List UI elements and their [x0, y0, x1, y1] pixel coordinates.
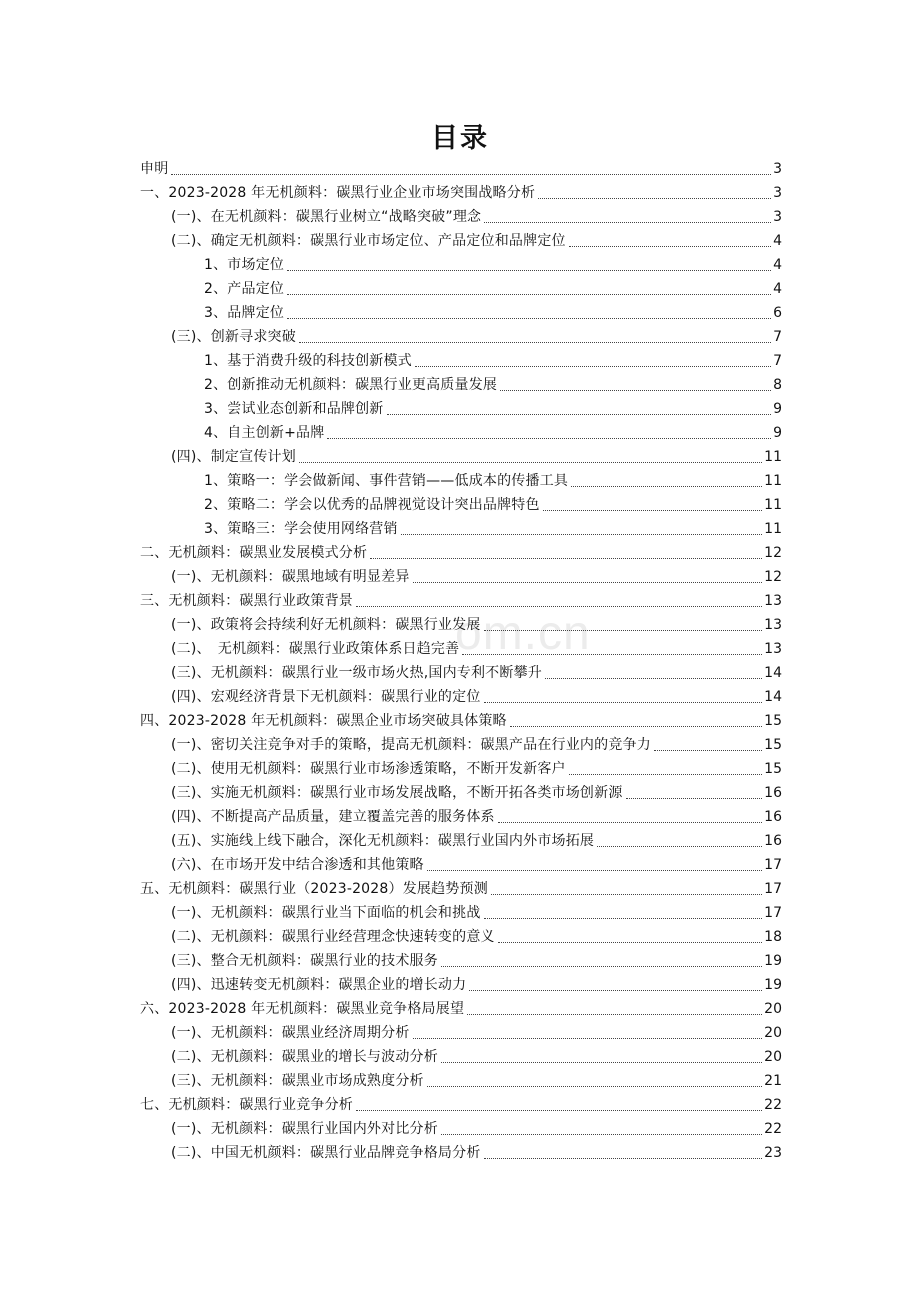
toc-entry-title: 四、2023-2028 年无机颜料：碳黑企业市场突破具体策略 [140, 713, 507, 729]
toc-entry[interactable] [140, 207, 782, 231]
dot-leader [171, 159, 771, 175]
toc-entry-page-number: 20 [764, 1001, 782, 1017]
dot-leader [510, 711, 762, 727]
toc-entry-title: (二)、使用无机颜料：碳黑行业市场渗透策略，不断开发新客户 [171, 761, 566, 777]
toc-entry-title: (一)、密切关注竞争对手的策略，提高无机颜料：碳黑产品在行业内的竞争力 [171, 737, 651, 753]
toc-entry[interactable] [140, 999, 782, 1023]
toc-entry-title: 3、尝试业态创新和品牌创新 [204, 401, 384, 417]
toc-entry-page-number: 23 [764, 1145, 782, 1161]
toc-entry-page-number: 16 [764, 833, 782, 849]
dot-leader [415, 351, 771, 367]
toc-entry[interactable] [140, 687, 782, 711]
toc-entry-page-number: 16 [764, 785, 782, 801]
toc-entry[interactable] [140, 1095, 782, 1119]
toc-entry[interactable] [140, 975, 782, 999]
toc-entry[interactable] [140, 279, 782, 303]
toc-entry-title: (一)、政策将会持续利好无机颜料：碳黑行业发展 [171, 617, 481, 633]
dot-leader [545, 663, 762, 679]
dot-leader [484, 615, 763, 631]
toc-entry-page-number: 8 [773, 377, 782, 393]
toc-entry-page-number: 4 [773, 281, 782, 297]
toc-entry-title: (一)、无机颜料：碳黑行业国内外对比分析 [171, 1121, 438, 1137]
dot-leader [571, 471, 762, 487]
toc-entry-title: 七、无机颜料：碳黑行业竞争分析 [140, 1097, 353, 1113]
dot-leader [484, 687, 763, 703]
toc-entry-page-number: 15 [764, 737, 782, 753]
toc-entry-page-number: 7 [773, 329, 782, 345]
dot-leader [569, 231, 771, 247]
toc-entry[interactable] [140, 759, 782, 783]
toc-entry-page-number: 9 [773, 425, 782, 441]
toc-entry[interactable] [140, 639, 782, 663]
toc-entry-page-number: 21 [764, 1073, 782, 1089]
dot-leader [500, 375, 771, 391]
toc-entry[interactable] [140, 303, 782, 327]
toc-entry-title: (五)、实施线上线下融合，深化无机颜料：碳黑行业国内外市场拓展 [171, 833, 595, 849]
dot-leader [327, 423, 771, 439]
dot-leader [569, 759, 762, 775]
toc-entry[interactable] [140, 375, 782, 399]
toc-entry[interactable] [140, 735, 782, 759]
dot-leader [498, 807, 762, 823]
toc-entry[interactable] [140, 519, 782, 543]
toc-entry-title: 二、无机颜料：碳黑业发展模式分析 [140, 545, 368, 561]
toc-entry-title: (二)、无机颜料：碳黑行业经营理念快速转变的意义 [171, 929, 495, 945]
watermark: om.cn [455, 607, 591, 660]
dot-leader [287, 303, 771, 319]
toc-entry-title: (四)、迅速转变无机颜料：碳黑企业的增长动力 [171, 977, 467, 993]
toc-entry-page-number: 4 [773, 257, 782, 273]
toc-entry-title: (六)、在市场开发中结合渗透和其他策略 [171, 857, 424, 873]
toc-entry-page-number: 17 [764, 881, 782, 897]
dot-leader [484, 1143, 763, 1159]
toc-entry-title: 4、自主创新+品牌 [204, 425, 325, 441]
toc-entry-page-number: 13 [764, 593, 782, 609]
toc-entry[interactable] [140, 471, 782, 495]
toc-entry-title: (二)、中国无机颜料：碳黑行业品牌竞争格局分析 [171, 1145, 481, 1161]
toc-entry-page-number: 7 [773, 353, 782, 369]
toc-entry-title: (二)、 无机颜料：碳黑行业政策体系日趋完善 [171, 641, 460, 657]
toc-entry[interactable] [140, 615, 782, 639]
dot-leader [356, 591, 762, 607]
toc-entry-title: (四)、不断提高产品质量，建立覆盖完善的服务体系 [171, 809, 495, 825]
toc-entry[interactable] [140, 231, 782, 255]
toc-entry[interactable] [140, 855, 782, 879]
toc-entry-title: (一)、无机颜料：碳黑业经济周期分析 [171, 1025, 410, 1041]
dot-leader [427, 1071, 762, 1087]
dot-leader [413, 1023, 763, 1039]
dot-leader [441, 1047, 762, 1063]
toc-entry[interactable] [140, 711, 782, 735]
toc-entry-page-number: 13 [764, 617, 782, 633]
toc-entry[interactable] [140, 1047, 782, 1071]
toc-entry-page-number: 3 [773, 209, 782, 225]
toc-entry[interactable] [140, 1143, 782, 1167]
toc-entry[interactable] [140, 951, 782, 975]
toc-entry-title: 五、无机颜料：碳黑行业（2023-2028）发展趋势预测 [140, 881, 488, 897]
toc-entry-page-number: 3 [773, 185, 782, 201]
toc-entry[interactable] [140, 1071, 782, 1095]
toc-entry-title: 三、无机颜料：碳黑行业政策背景 [140, 593, 353, 609]
dot-leader [491, 879, 762, 895]
toc-entry-page-number: 3 [773, 161, 782, 177]
toc-entry-title: 3、策略三：学会使用网络营销 [204, 521, 398, 537]
toc-entry[interactable] [140, 879, 782, 903]
toc-entry-title: (三)、创新寻求突破 [171, 329, 296, 345]
toc-entry-title: (三)、整合无机颜料：碳黑行业的技术服务 [171, 953, 438, 969]
toc-entry[interactable] [140, 663, 782, 687]
toc-entry-page-number: 22 [764, 1097, 782, 1113]
toc-entry-title: (三)、实施无机颜料：碳黑行业市场发展战略，不断开拓各类市场创新源 [171, 785, 623, 801]
toc-entry[interactable] [140, 591, 782, 615]
toc-entry[interactable] [140, 567, 782, 591]
toc-entry[interactable] [140, 831, 782, 855]
dot-leader [484, 903, 763, 919]
toc-entry[interactable] [140, 495, 782, 519]
dot-leader [498, 927, 762, 943]
toc-entry-page-number: 11 [764, 473, 782, 489]
dot-leader [287, 279, 771, 295]
toc-entry-title: (四)、宏观经济背景下无机颜料：碳黑行业的定位 [171, 689, 481, 705]
toc-entry-page-number: 12 [764, 569, 782, 585]
toc-entry-page-number: 4 [773, 233, 782, 249]
dot-leader [401, 519, 762, 535]
dot-leader [356, 1095, 762, 1111]
toc-entry[interactable] [140, 327, 782, 351]
toc-entry-title: (二)、无机颜料：碳黑业的增长与波动分析 [171, 1049, 438, 1065]
dot-leader [413, 567, 763, 583]
toc-entry[interactable] [140, 255, 782, 279]
dot-leader [597, 831, 762, 847]
toc-entry-page-number: 11 [764, 449, 782, 465]
dot-leader [543, 495, 762, 511]
toc-entry-title: 2、产品定位 [204, 281, 285, 297]
dot-leader [287, 255, 771, 271]
toc-entry-page-number: 20 [764, 1049, 782, 1065]
toc-entry[interactable] [140, 159, 782, 183]
dot-leader [387, 399, 772, 415]
toc-entry-page-number: 17 [764, 857, 782, 873]
dot-leader [299, 327, 771, 343]
toc-entry-page-number: 11 [764, 497, 782, 513]
toc-entry-page-number: 15 [764, 713, 782, 729]
dot-leader [441, 1119, 762, 1135]
toc-entry-page-number: 6 [773, 305, 782, 321]
toc-entry[interactable] [140, 927, 782, 951]
toc-entry-title: (三)、无机颜料：碳黑行业一级市场火热,国内专利不断攀升 [171, 665, 542, 681]
toc-entry-page-number: 19 [764, 977, 782, 993]
toc-entry[interactable] [140, 399, 782, 423]
toc-entry[interactable] [140, 903, 782, 927]
toc-entry[interactable] [140, 423, 782, 447]
toc-entry-title: 1、市场定位 [204, 257, 285, 273]
toc-entry-title: 六、2023-2028 年无机颜料：碳黑业竞争格局展望 [140, 1001, 465, 1017]
dot-leader [484, 207, 771, 223]
dot-leader [370, 543, 762, 559]
toc-entry[interactable] [140, 807, 782, 831]
toc-entry[interactable] [140, 351, 782, 375]
toc-entry-page-number: 14 [764, 689, 782, 705]
toc-entry[interactable] [140, 1023, 782, 1047]
toc-entry-title: 2、创新推动无机颜料：碳黑行业更高质量发展 [204, 377, 498, 393]
toc-entry-title: (一)、无机颜料：碳黑地域有明显差异 [171, 569, 410, 585]
toc-entry-page-number: 12 [764, 545, 782, 561]
toc-entry-page-number: 13 [764, 641, 782, 657]
toc-entry[interactable] [140, 1119, 782, 1143]
toc-entry-page-number: 15 [764, 761, 782, 777]
table-of-contents [140, 159, 782, 1167]
toc-entry-title: (三)、无机颜料：碳黑业市场成熟度分析 [171, 1073, 424, 1089]
toc-entry-page-number: 17 [764, 905, 782, 921]
toc-entry-title: 1、策略一：学会做新闻、事件营销——低成本的传播工具 [204, 473, 569, 489]
toc-entry-page-number: 18 [764, 929, 782, 945]
toc-entry-page-number: 11 [764, 521, 782, 537]
toc-entry-title: 2、策略二：学会以优秀的品牌视觉设计突出品牌特色 [204, 497, 540, 513]
toc-entry-title: (一)、无机颜料：碳黑行业当下面临的机会和挑战 [171, 905, 481, 921]
toc-entry-title: 3、品牌定位 [204, 305, 285, 321]
toc-entry-title: 申明 [140, 161, 169, 177]
toc-entry-title: (一)、在无机颜料：碳黑行业树立“战略突破”理念 [171, 209, 482, 225]
dot-leader [469, 975, 762, 991]
toc-entry-title: 一、2023-2028 年无机颜料：碳黑行业企业市场突围战略分析 [140, 185, 536, 201]
dot-leader [299, 447, 762, 463]
toc-entry[interactable] [140, 543, 782, 567]
toc-entry-title: (二)、确定无机颜料：碳黑行业市场定位、产品定位和品牌定位 [171, 233, 566, 249]
dot-leader [427, 855, 762, 871]
toc-entry-title: (四)、制定宣传计划 [171, 449, 296, 465]
toc-entry[interactable] [140, 447, 782, 471]
toc-entry[interactable] [140, 183, 782, 207]
toc-entry-page-number: 22 [764, 1121, 782, 1137]
toc-entry-title: 1、基于消费升级的科技创新模式 [204, 353, 412, 369]
toc-entry-page-number: 16 [764, 809, 782, 825]
dot-leader [654, 735, 762, 751]
dot-leader [626, 783, 763, 799]
dot-leader [538, 183, 771, 199]
toc-entry-page-number: 9 [773, 401, 782, 417]
page-title: 目录 [431, 123, 489, 154]
toc-entry[interactable] [140, 783, 782, 807]
toc-entry-page-number: 14 [764, 665, 782, 681]
dot-leader [467, 999, 762, 1015]
toc-entry-page-number: 20 [764, 1025, 782, 1041]
dot-leader [462, 639, 762, 655]
dot-leader [441, 951, 762, 967]
toc-entry-page-number: 19 [764, 953, 782, 969]
